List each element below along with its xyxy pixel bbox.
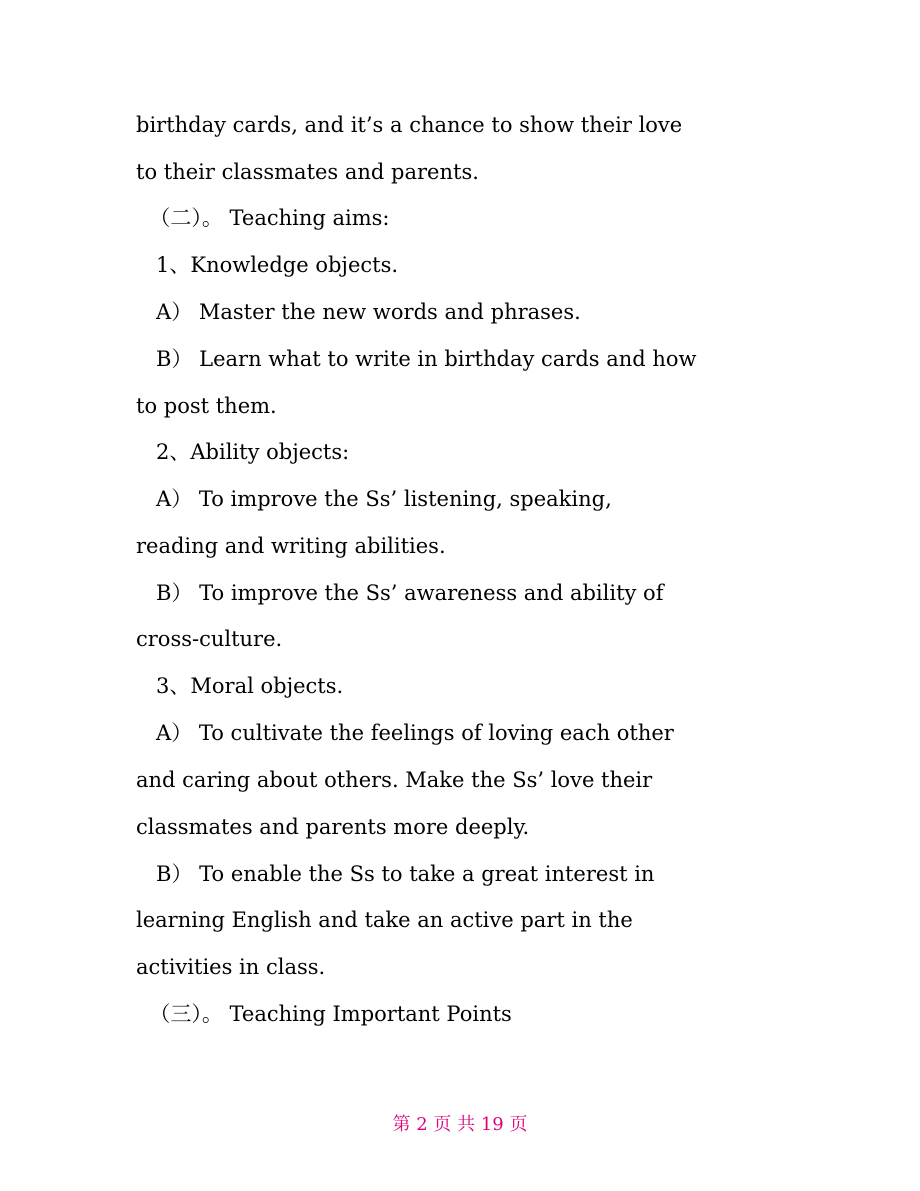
section-heading: （二）。 Teaching aims: bbox=[136, 206, 390, 230]
text-line: learning English and take an active part in the bbox=[136, 908, 633, 932]
text-line: B） To improve the Ss’ awareness and ability of bbox=[136, 581, 664, 605]
text-line: activities in class. bbox=[136, 955, 326, 979]
text-line: birthday cards, and it’s a chance to show their love bbox=[136, 113, 683, 137]
text-line: B） Learn what to write in birthday cards and how bbox=[136, 347, 697, 371]
text-line: to their classmates and parents. bbox=[136, 160, 479, 184]
text-line: cross-culture. bbox=[136, 627, 283, 651]
text-line: A） Master the new words and phrases. bbox=[136, 300, 581, 324]
text-line: reading and writing abilities. bbox=[136, 534, 446, 558]
text-line: to post them. bbox=[136, 394, 277, 418]
text-line: B） To enable the Ss to take a great interest in bbox=[136, 862, 655, 886]
text-line: A） To cultivate the feelings of loving each other bbox=[136, 721, 674, 745]
text-line: 2、Ability objects: bbox=[136, 440, 350, 464]
text-line: A） To improve the Ss’ listening, speaking, bbox=[136, 487, 612, 511]
text-line: classmates and parents more deeply. bbox=[136, 815, 530, 839]
text-line: and caring about others. Make the Ss’ love their bbox=[136, 768, 653, 792]
text-line: 3、Moral objects. bbox=[136, 674, 344, 698]
page-number-footer: 第 2 页 共 19 页 bbox=[392, 1114, 528, 1135]
text-line: 1、Knowledge objects. bbox=[136, 253, 399, 277]
section-heading: （三）。 Teaching Important Points bbox=[136, 1002, 512, 1026]
